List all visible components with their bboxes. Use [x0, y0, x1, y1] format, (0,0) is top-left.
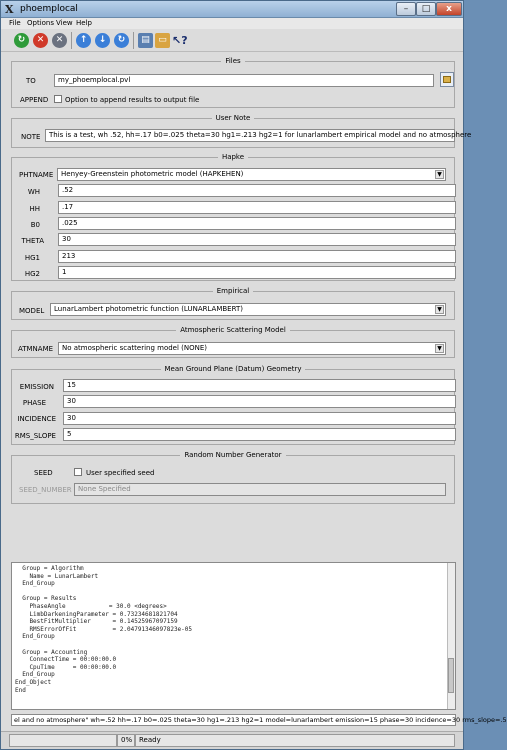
model-combo[interactable] [50, 303, 446, 316]
phtname-label: PHTNAME [19, 171, 54, 179]
refresh-icon[interactable]: ↻ [114, 33, 129, 48]
chevron-down-icon: ▼ [435, 170, 444, 179]
browse-file-button[interactable] [440, 72, 454, 87]
seed-checkbox-text: User specified seed [86, 469, 155, 477]
to-field[interactable]: my_phoemplocal.pvl [54, 74, 434, 87]
to-label: TO [26, 77, 36, 85]
run-icon[interactable]: ↻ [14, 33, 29, 48]
arrow-down-icon[interactable]: ↓ [95, 33, 110, 48]
empirical-group [11, 287, 455, 320]
seed-checkbox[interactable] [74, 468, 82, 476]
rms-slope-label: RMS_SLOPE [14, 432, 56, 440]
menu-view[interactable]: View [56, 19, 73, 27]
hg1-label: HG1 [24, 254, 40, 262]
note-field[interactable]: This is a test, wh .52, hh=.17 b0=.025 theta=30 hg1=.213 hg2=1 for lunarlambert empirical model and no atmosphere [45, 129, 455, 142]
whats-this-help-icon[interactable]: ↖? [172, 34, 188, 47]
phase-field[interactable]: 30 [63, 395, 456, 408]
incidence-label: INCIDENCE [17, 415, 56, 423]
atmname-label: ATMNAME [18, 345, 54, 353]
progress-percent: 0% [117, 734, 135, 747]
hh-field[interactable]: .17 [58, 201, 456, 214]
minimize-button[interactable]: – [396, 2, 416, 16]
atmname-value: No atmospheric scattering model (NONE) [62, 344, 208, 352]
folder-icon [443, 76, 451, 83]
note-label: NOTE [21, 133, 41, 141]
status-message: Ready [135, 734, 455, 747]
maximize-button[interactable]: □ [416, 2, 436, 16]
log-text: Group = Algorithm Name = LunarLambert End_Group Group = Results PhaseAngle = 30.0 <degrees> LimbDarkeningParameter = 0.73234681821704 BestFitMultiplier = 0.14525967097159 RMSErrorOfFit = 2.04791346097823e-05 End_Group Group = Accounting ConnectTime = 00:00:00.0 CpuTime = 00:00:00.0 End_Group End_Object End [15, 565, 193, 694]
b0-field[interactable]: .025 [58, 217, 456, 230]
wh-field[interactable]: .52 [58, 184, 456, 197]
wh-label: WH [27, 188, 40, 196]
random-title: Random Number Generator [180, 451, 285, 459]
reset-icon[interactable]: ✕ [52, 33, 67, 48]
window-icon[interactable]: ▭ [155, 33, 170, 48]
menu-bar [1, 18, 463, 29]
incidence-field[interactable]: 30 [63, 412, 456, 425]
toolbar-separator [71, 32, 72, 49]
toolbar [1, 29, 463, 52]
status-cell-blank [9, 734, 117, 747]
empirical-title: Empirical [213, 287, 254, 295]
user-note-group [11, 114, 472, 148]
chevron-down-icon: ▼ [435, 305, 444, 314]
title-bar[interactable] [1, 1, 463, 18]
theta-field[interactable]: 30 [58, 233, 456, 246]
emission-field[interactable]: 15 [63, 379, 456, 392]
atmospheric-group [11, 326, 455, 358]
hg2-field[interactable]: 1 [58, 266, 456, 279]
files-title: Files [221, 57, 244, 65]
hg2-label: HG2 [24, 270, 40, 278]
menu-file[interactable]: File [9, 19, 21, 27]
atmospheric-title: Atmospheric Scattering Model [176, 326, 290, 334]
hapke-title: Hapke [218, 153, 248, 161]
rms-slope-field[interactable]: 5 [63, 428, 456, 441]
chevron-down-icon: ▼ [435, 344, 444, 353]
append-checkbox[interactable] [54, 95, 62, 103]
arrow-up-icon[interactable]: ↑ [76, 33, 91, 48]
user-note-title: User Note [212, 114, 255, 122]
close-button[interactable]: x [436, 2, 462, 16]
window-title: phoemplocal [20, 4, 78, 14]
atmname-combo[interactable] [58, 342, 446, 355]
stop-icon[interactable]: ✕ [33, 33, 48, 48]
menu-options[interactable]: Options [27, 19, 55, 27]
seed-label: SEED [34, 469, 53, 477]
scrollbar-thumb[interactable] [448, 658, 454, 693]
hapke-group [11, 153, 455, 281]
files-group [11, 57, 455, 108]
b0-label: B0 [30, 221, 40, 229]
seed-number-label: SEED_NUMBER [19, 486, 72, 494]
phase-label: PHASE [22, 399, 46, 407]
seed-number-field[interactable]: None Specified [74, 483, 446, 496]
hh-label: HH [29, 205, 40, 213]
model-value: LunarLambert photometric function (LUNARLAMBERT) [54, 305, 243, 313]
model-label: MODEL [19, 307, 45, 315]
random-number-group [11, 451, 455, 504]
status-bar [1, 731, 463, 749]
phtname-combo[interactable] [57, 168, 446, 181]
save-icon[interactable]: ▤ [138, 33, 153, 48]
menu-help[interactable]: Help [76, 19, 92, 27]
toolbar-separator [133, 32, 134, 49]
geometry-title: Mean Ground Plane (Datum) Geometry [161, 365, 306, 373]
log-scrollbar[interactable] [447, 563, 455, 709]
emission-label: EMISSION [19, 383, 54, 391]
app-icon: X [5, 3, 14, 16]
phtname-value: Henyey-Greenstein photometric model (HAPKEHEN) [61, 170, 244, 178]
theta-label: THETA [21, 237, 44, 245]
geometry-group [11, 365, 455, 445]
append-label: APPEND [20, 96, 49, 104]
command-line[interactable]: el and no atmosphere" wh=.52 hh=.17 b0=.025 theta=30 hg1=.213 hg2=1 model=lunarlambert emission=15 phase=30 incidence=30 rms_slope=.5 [11, 714, 456, 726]
log-output[interactable] [11, 562, 456, 710]
append-checkbox-text: Option to append results to output file [65, 96, 200, 104]
hg1-field[interactable]: 213 [58, 250, 456, 263]
